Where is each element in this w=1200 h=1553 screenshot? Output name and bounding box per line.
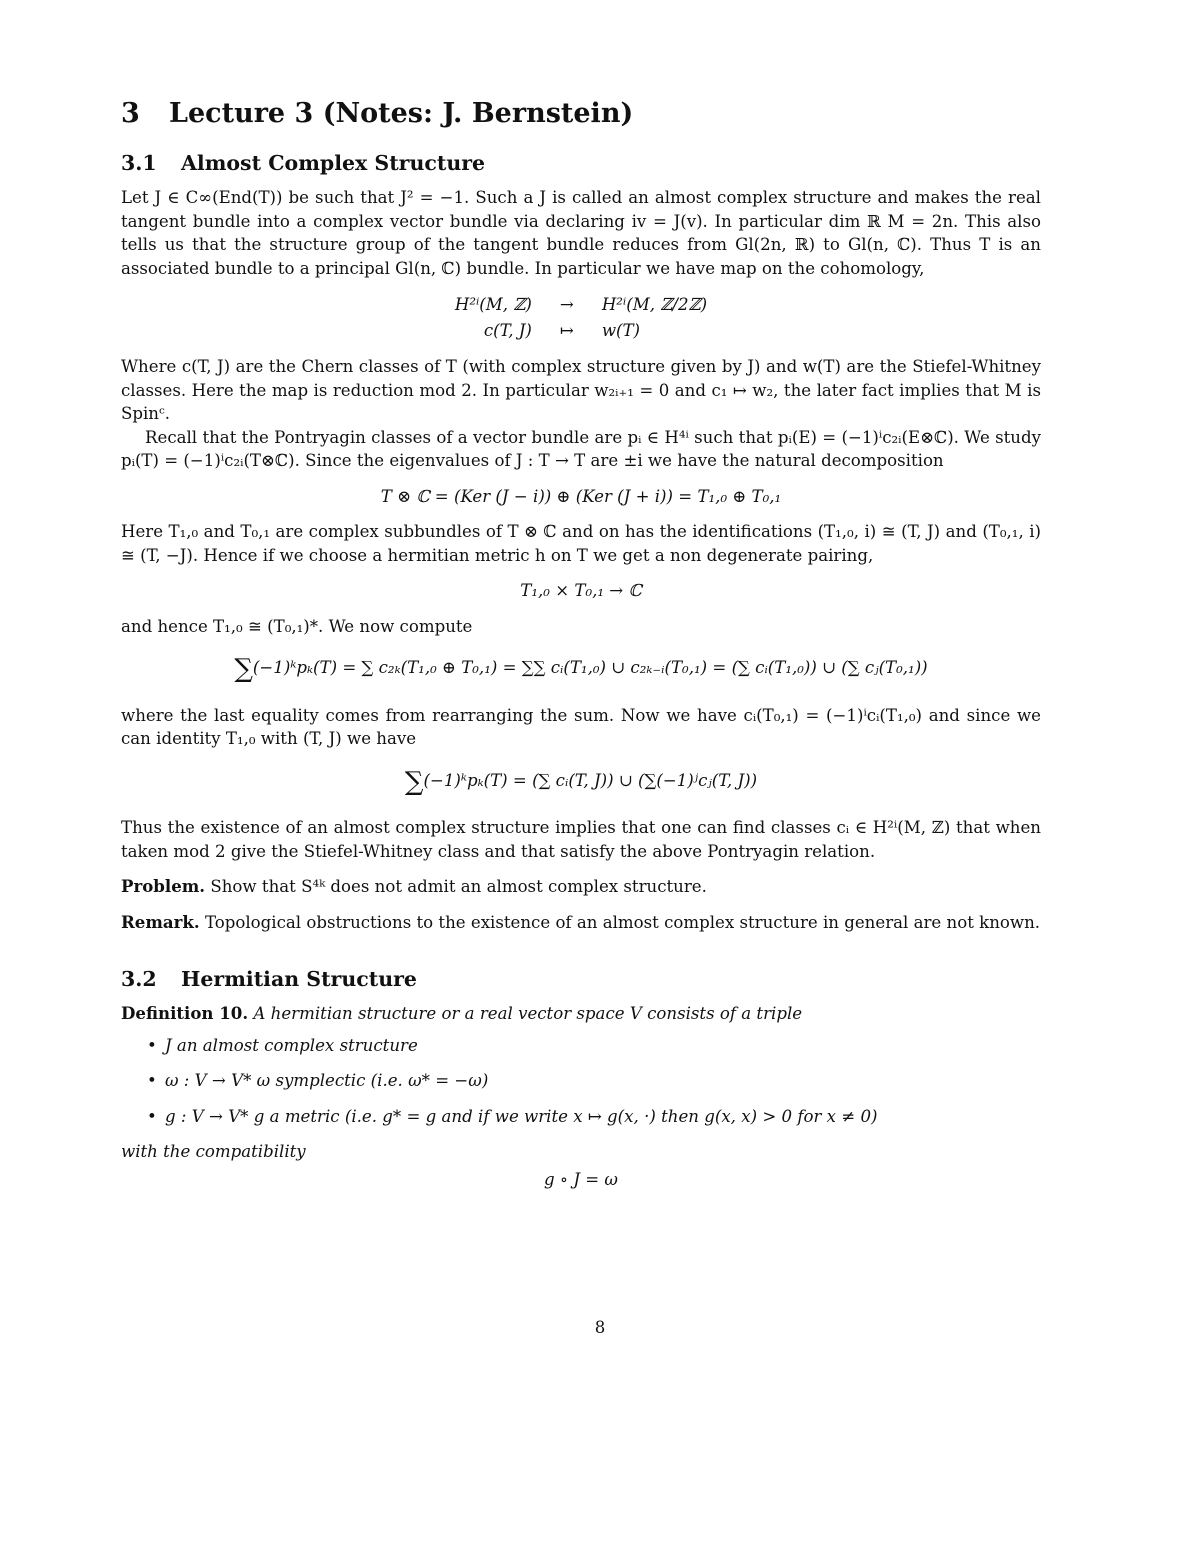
list-item: • J an almost complex structure bbox=[165, 1034, 1041, 1058]
remark-text: Topological obstructions to the existence of an almost complex structure in general are not known. bbox=[204, 912, 1041, 932]
page-number: 8 bbox=[594, 1318, 606, 1337]
map-right: H²ⁱ(M, ℤ/2ℤ) bbox=[601, 295, 708, 314]
equation-compatibility: g ∘ J = ω bbox=[544, 1169, 618, 1189]
paragraph: Let J ∈ C∞(End(T)) be such that J² = −1. Such a J is called an almost complex structure and makes the real tangent bundle into a complex vector bundle via declaring iv = J(v). In particular dim ℝ M = 2n. This also tells us that the structure group of the tangent bundle reduces from Gl(2n, ℝ) to Gl(n, ℂ). Thus T is an associated bundle to a principal Gl(n, ℂ) bundle. In particular we have map on the cohomology, bbox=[121, 188, 1041, 278]
subsection-title: Hermitian Structure bbox=[181, 967, 417, 991]
section-number: 3 bbox=[121, 98, 140, 129]
list-item: • ω : V → V* ω symplectic (i.e. ω* = −ω) bbox=[165, 1069, 1041, 1093]
subsection-number: 3.1 bbox=[121, 151, 157, 175]
equation-sum-2 bbox=[121, 766, 1041, 797]
paragraph: Recall that the Pontryagin classes of a vector bundle are pᵢ ∈ H⁴ⁱ such that pᵢ(E) = (−1)ⁱc₂ᵢ(E⊗ℂ). We study pᵢ(T) = (−1)ⁱc₂ᵢ(T⊗ℂ). Since the eigenvalues of J : T → T are ±i we have the natural decomposition bbox=[121, 427, 1041, 470]
equation-sum-1-body: (−1)ᵏpₖ(T) = ∑ c₂ₖ(T₁,₀ ⊕ T₀,₁) = ∑∑ cᵢ(T₁,₀) ∪ c₂ₖ₋ᵢ(T₀,₁) = (∑ cᵢ(T₁,₀)) ∪ (∑ cⱼ(T₀,₁)) bbox=[252, 658, 928, 677]
section-heading bbox=[121, 96, 1041, 132]
map-left: H²ⁱ(M, ℤ) bbox=[454, 295, 532, 314]
equation-decomposition: T ⊗ ℂ = (Ker (J − i)) ⊕ (Ker (J + i)) = T₁,₀ ⊕ T₀,₁ bbox=[380, 486, 782, 506]
subsection-number: 3.2 bbox=[121, 967, 157, 991]
remark-label: Remark. bbox=[121, 911, 200, 932]
problem-text: Show that S⁴ᵏ does not admit an almost complex structure. bbox=[210, 877, 707, 896]
remark bbox=[121, 911, 1041, 935]
sum-symbol: ∑ bbox=[404, 766, 424, 797]
equation-pairing: T₁,₀ × T₀,₁ → ℂ bbox=[520, 581, 642, 600]
definition-list bbox=[121, 1034, 1041, 1129]
equation-sum-2-body: (−1)ᵏpₖ(T) = (∑ cᵢ(T, J)) ∪ (∑(−1)ʲcⱼ(T, J)) bbox=[423, 770, 758, 790]
section-title: Lecture 3 (Notes: J. Bernstein) bbox=[169, 98, 634, 129]
definition-text: A hermitian structure or a real vector space V consists of a triple bbox=[253, 1004, 803, 1023]
subsection-heading bbox=[121, 148, 1041, 178]
problem bbox=[121, 875, 1041, 899]
equation-sum-1 bbox=[121, 656, 1041, 682]
subsection-heading bbox=[121, 964, 1041, 994]
paragraph: Thus the existence of an almost complex structure implies that one can find classes cᵢ ∈ H²ⁱ(M, ℤ) that when taken mod 2 give the Stiefel-Whitney class and that satisfy the above Pontryagin relation. bbox=[121, 818, 1041, 861]
definition-label: Definition 10. bbox=[121, 1003, 249, 1023]
definition bbox=[121, 1002, 1041, 1026]
paragraph: and hence T₁,₀ ≅ (T₀,₁)*. We now compute bbox=[121, 616, 473, 636]
paragraph: where the last equality comes from rearranging the sum. Now we have cᵢ(T₀,₁) = (−1)ⁱcᵢ(T₁,₀) and since we can identity T₁,₀ with (T, J) we have bbox=[121, 705, 1041, 748]
paragraph: Where c(T, J) are the Chern classes of T (with complex structure given by J) and w(T) are the Stiefel-Whitney classes. Here the map is reduction mod 2. In particular w₂ᵢ₊₁ = 0 and c₁ ↦ w₂, the later fact implies that M is Spinᶜ. bbox=[121, 357, 1041, 423]
map-arrow: ↦ bbox=[559, 320, 574, 340]
problem-label: Problem. bbox=[121, 876, 206, 896]
cohomology-map bbox=[121, 292, 1041, 343]
subsection-title: Almost Complex Structure bbox=[181, 151, 486, 175]
map-left: c(T, J) bbox=[483, 320, 532, 340]
page-body bbox=[121, 96, 1041, 1191]
sum-symbol: ∑ bbox=[234, 654, 253, 684]
list-item: • g : V → V* g a metric (i.e. g* = g and if we write x ↦ g(x, ·) then g(x, x) > 0 for x ≠ 0) bbox=[165, 1105, 1041, 1129]
map-right: w(T) bbox=[601, 320, 641, 340]
paragraph: Here T₁,₀ and T₀,₁ are complex subbundles of T ⊗ ℂ and on has the identifications (T₁,₀, i) ≅ (T, J) and (T₀,₁, i) ≅ (T, −J). Hence if we choose a hermitian metric h on T we get a non degenerate pairing, bbox=[121, 522, 1041, 565]
map-arrow: → bbox=[559, 295, 574, 314]
compatibility-text: with the compatibility bbox=[121, 1142, 306, 1161]
